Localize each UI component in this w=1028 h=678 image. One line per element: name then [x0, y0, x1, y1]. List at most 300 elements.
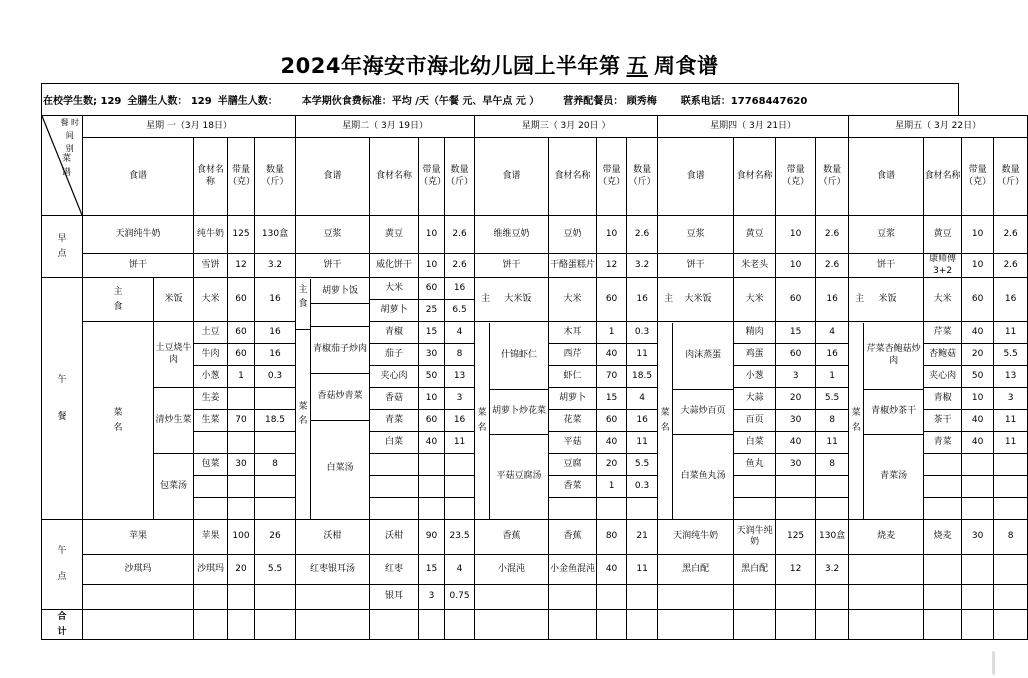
- ln-d5-ing-2: 夹心肉: [924, 366, 962, 388]
- ln-d4-amt-0: 4: [816, 322, 849, 344]
- bf-d4-ing: 黄豆: [734, 216, 776, 254]
- meal-snack-a: 午: [57, 546, 67, 557]
- ln-d2-qty-1: 25: [419, 300, 445, 322]
- sn-d2-amt3: 0.75: [445, 585, 475, 610]
- ln-d3-dish3: 平菇豆腐汤: [490, 434, 548, 519]
- col-ing: 食材名称: [370, 138, 419, 216]
- ln-d2-amt-e2: [445, 476, 475, 498]
- sn-d5-dish3: [849, 585, 924, 610]
- meal-breakfast: [42, 216, 83, 278]
- total-d3-dish: [475, 610, 549, 640]
- ln-d1-amt-0: 16: [255, 322, 296, 344]
- ln-d1-staple-dish: 米饭: [154, 278, 194, 322]
- ln-d3-ing-e1: [549, 498, 597, 520]
- ln-d2-dish-col: [296, 278, 370, 520]
- sn-d5-ing3: [924, 585, 962, 610]
- bf-d4-qty: 10: [776, 216, 816, 254]
- ln-d5-dish3: 青菜汤: [864, 434, 923, 519]
- col-qty: 带量（克）: [228, 138, 255, 216]
- ln-d1-qty-0: 60: [228, 322, 255, 344]
- corner-time-b: 间: [65, 130, 74, 140]
- ln-d2-qty-4: 50: [419, 366, 445, 388]
- dishes-a: 菜: [477, 408, 487, 419]
- bf-d2-ing: 黄豆: [370, 216, 419, 254]
- sn-d3-qty: 80: [597, 520, 627, 555]
- ln-d5-ing-3: 青椒: [924, 388, 962, 410]
- ln-d2-dish1: 青椒茄子炒肉: [311, 326, 369, 373]
- ln-d2-qty-3: 30: [419, 344, 445, 366]
- total-d3-qty: [597, 610, 627, 640]
- ln-d5-staple-text: 米饭: [878, 293, 897, 304]
- ln-d3-qty-3: 15: [597, 388, 627, 410]
- ln-d3-staple-text: 大米饭: [504, 293, 532, 304]
- col-dish: 食谱: [658, 138, 734, 216]
- ln-d1-amt-3: [255, 388, 296, 410]
- corner-cell: [42, 116, 83, 216]
- staple-a: 主: [481, 293, 491, 304]
- ln-d4-ing-0: 精肉: [734, 322, 776, 344]
- ln-d1-ing-0: 土豆: [194, 322, 228, 344]
- info-row: [41, 83, 959, 115]
- sn-d1-amt: 26: [255, 520, 296, 555]
- dishes-a: 菜: [298, 401, 308, 412]
- ln-d3-qty-1: 40: [597, 344, 627, 366]
- bf-d2-qty: 10: [419, 216, 445, 254]
- col-amt: 数量（斤）: [994, 138, 1028, 216]
- total-d1-ing: [194, 610, 228, 640]
- ln-d1-amt-4: 18.5: [255, 410, 296, 432]
- ln-d3-ing-3: 胡萝卜: [549, 388, 597, 410]
- corner-menu-b: 谱: [62, 168, 72, 179]
- info-phone: 联系电话：17768447620: [680, 96, 808, 107]
- col-ing: 食材名称: [734, 138, 776, 216]
- ln-d2-amt-6: 16: [445, 410, 475, 432]
- ln-d2-ing-0: 大米: [370, 278, 419, 300]
- ln-d2-qty-e2: [419, 476, 445, 498]
- total-d4-ing: [734, 610, 776, 640]
- ln-d1-ing-3: 生姜: [194, 388, 228, 410]
- ln-d5-staple-amt: 16: [994, 278, 1028, 322]
- bf-d5-dish2: 饼干: [849, 254, 924, 278]
- ln-d4-ing-e2: [734, 498, 776, 520]
- ln-d1-ing-6: 包菜: [194, 454, 228, 476]
- day-header-5: 星期五（ 3月 22日）: [849, 116, 1028, 138]
- dishes-b: 名: [298, 415, 308, 426]
- bf-d4-amt2: 2.6: [816, 254, 849, 278]
- total-d3-amt: [627, 610, 658, 640]
- total-d1-dish: [83, 610, 194, 640]
- ln-d4-amt-e2: [816, 498, 849, 520]
- dishes-a: 菜: [660, 408, 670, 419]
- ln-d3-dish-col: [475, 322, 549, 520]
- sn-d2-qty: 90: [419, 520, 445, 555]
- corner-time-c: 别: [65, 143, 74, 153]
- ln-d2-ing-6: 青菜: [370, 410, 419, 432]
- bf-d3-ing: 豆奶: [549, 216, 597, 254]
- sn-d5-ing2: [924, 555, 962, 585]
- ln-d4-ing-4: 百页: [734, 410, 776, 432]
- ln-d2-amt-4: 13: [445, 366, 475, 388]
- ln-d5-qty-2: 50: [962, 366, 994, 388]
- ln-d1-qty-3: [228, 388, 255, 410]
- ln-d2-dishes: [311, 279, 370, 519]
- sn-d4-ing3: [734, 585, 776, 610]
- ln-d3-qty-7: 1: [597, 476, 627, 498]
- ln-d2-amt-7: 11: [445, 432, 475, 454]
- sn-d3-amt2: 11: [627, 555, 658, 585]
- col-amt: 数量（斤）: [627, 138, 658, 216]
- ln-d4-amt-4: 8: [816, 410, 849, 432]
- bf-d2-dish: 豆浆: [296, 216, 370, 254]
- col-dish: 食谱: [849, 138, 924, 216]
- col-dish: 食谱: [475, 138, 549, 216]
- title-suffix: 周食谱: [653, 54, 719, 78]
- ln-d4-staple-qty: 60: [776, 278, 816, 322]
- ln-d2-ing-5: 香菇: [370, 388, 419, 410]
- staple-a: 主: [113, 287, 123, 298]
- meal-lunch: [42, 278, 83, 520]
- ln-d3-amt-3: 4: [627, 388, 658, 410]
- ln-d1-qty-1: 60: [228, 344, 255, 366]
- sn-d2-ing2: 红枣: [370, 555, 419, 585]
- sn-d4-dish: 天润纯牛奶: [658, 520, 734, 555]
- ln-d1-dish1: 土豆烧牛肉: [154, 322, 194, 388]
- bf-d2-dish2: 饼干: [296, 254, 370, 278]
- ln-d1-amt-e1: [255, 476, 296, 498]
- ln-d2-ing-2: 青椒: [370, 322, 419, 344]
- ln-d3-ing-7: 香菜: [549, 476, 597, 498]
- ln-d3-dish2: 胡萝卜炒花菜: [490, 389, 548, 434]
- sn-d2-qty2: 15: [419, 555, 445, 585]
- sn-d4-ing: 天润牛纯奶: [734, 520, 776, 555]
- sn-d1-qty3: [228, 585, 255, 610]
- sn-d1-amt3: [255, 585, 296, 610]
- ln-d4-ing-2: 小葱: [734, 366, 776, 388]
- day-header-2: 星期二（ 3月 19日）: [296, 116, 475, 138]
- ln-d2-amt-e3: [445, 498, 475, 520]
- staple-b: 食: [298, 298, 308, 309]
- ln-d2-amt-5: 3: [445, 388, 475, 410]
- day-header-1: 星期 一（3月 18日）: [83, 116, 296, 138]
- ln-d1-amt-2: 0.3: [255, 366, 296, 388]
- col-qty: 带量（克）: [962, 138, 994, 216]
- ln-d2-ing-1: 胡萝卜: [370, 300, 419, 322]
- meal-lunch-b: 餐: [57, 411, 67, 422]
- col-qty: 带量（克）: [597, 138, 627, 216]
- ln-d2-qty-2: 15: [419, 322, 445, 344]
- sn-d1-qty2: 20: [228, 555, 255, 585]
- col-amt: 数量（斤）: [255, 138, 296, 216]
- sn-d1-ing2: 沙琪玛: [194, 555, 228, 585]
- ln-d3-ing-1: 西芹: [549, 344, 597, 366]
- ln-d1-qty-5: [228, 432, 255, 454]
- col-qty: 带量（克）: [419, 138, 445, 216]
- ln-d5-dish-col: [849, 322, 924, 520]
- ln-d3-qty-2: 70: [597, 366, 627, 388]
- ln-d4-qty-3: 20: [776, 388, 816, 410]
- ln-d4-ing-6: 鱼丸: [734, 454, 776, 476]
- bf-d5-qty2: 10: [962, 254, 994, 278]
- ln-d5-qty-1: 20: [962, 344, 994, 366]
- info-full: 全膳生人数： 129: [127, 96, 212, 107]
- ln-d1-qty-4: 70: [228, 410, 255, 432]
- ln-d3-ing-5: 平菇: [549, 432, 597, 454]
- bf-d4-dish: 豆浆: [658, 216, 734, 254]
- ln-d4-dish3: 白菜鱼丸汤: [673, 434, 733, 519]
- total-d5-dish: [849, 610, 924, 640]
- ln-d3-dish1: 什锦虾仁: [501, 349, 538, 360]
- ln-d3-label: [475, 323, 490, 519]
- sn-d4-dish2: 黑白配: [658, 555, 734, 585]
- info-nutritionist: 营养配餐员： 顾秀梅: [563, 96, 657, 107]
- dishes-a: 菜: [851, 408, 861, 419]
- ln-d2-amt-0: 16: [445, 278, 475, 300]
- sn-d5-qty: 30: [962, 520, 994, 555]
- sn-d3-amt: 21: [627, 520, 658, 555]
- meal-breakfast-b: 点: [57, 248, 67, 259]
- day-header-3: 星期三（ 3月 20日 ）: [475, 116, 658, 138]
- ln-d1-dish3: 包菜汤: [154, 454, 194, 520]
- ln-d5-qty-e1: [962, 454, 994, 476]
- ln-d4-ing-5: 白菜: [734, 432, 776, 454]
- col-amt: 数量（斤）: [445, 138, 475, 216]
- ln-d4-dishes: [673, 323, 734, 519]
- ln-d1-ing-4: 生菜: [194, 410, 228, 432]
- sn-d3-ing: 香蕉: [549, 520, 597, 555]
- ln-d1-amt-5: [255, 432, 296, 454]
- meal-total: [42, 610, 83, 640]
- sn-d5-amt: 8: [994, 520, 1028, 555]
- ln-d4-staple-amt: 16: [816, 278, 849, 322]
- ln-d3-ing-6: 豆腐: [549, 454, 597, 476]
- ln-d4-qty-4: 30: [776, 410, 816, 432]
- bf-d4-qty2: 10: [776, 254, 816, 278]
- ln-d5-amt-5: 11: [994, 432, 1028, 454]
- bf-d2-ing2: 威化饼干: [370, 254, 419, 278]
- sn-d4-qty3: [776, 585, 816, 610]
- corner-time-a: 餐 时: [60, 118, 79, 127]
- ln-d2-qty-7: 40: [419, 432, 445, 454]
- sn-d4-amt3: [816, 585, 849, 610]
- dishes-a: 菜: [113, 408, 123, 419]
- col-dish: 食谱: [83, 138, 194, 216]
- scrollbar[interactable]: [992, 651, 995, 675]
- ln-d3-qty-6: 20: [597, 454, 627, 476]
- ln-d5-staple-ing: 大米: [924, 278, 962, 322]
- ln-d1-staple-label: [83, 278, 154, 322]
- ln-d4-staple-dish: [658, 278, 734, 322]
- info-students: 在校学生数; 129: [43, 96, 122, 107]
- ln-d3-staple-dish: [475, 278, 549, 322]
- ln-d5-amt-e1: [994, 454, 1028, 476]
- ln-d1-qty-6: 30: [228, 454, 255, 476]
- day-header-4: 星期四（ 3月 21日）: [658, 116, 849, 138]
- ln-d2-qty-e1: [419, 454, 445, 476]
- ln-d4-amt-6: 8: [816, 454, 849, 476]
- total-d3-ing: [549, 610, 597, 640]
- sn-d2-dish2: 红枣银耳汤: [296, 555, 370, 585]
- meal-snack-b: 点: [57, 572, 67, 583]
- ln-d3-staple-ing: 大米: [549, 278, 597, 322]
- ln-d1-amt-e2: [255, 498, 296, 520]
- ln-d4-qty-6: 30: [776, 454, 816, 476]
- ln-d4-amt-3: 5.5: [816, 388, 849, 410]
- ln-d4-qty-2: 3: [776, 366, 816, 388]
- ln-d1-staple-ing: 大米: [194, 278, 228, 322]
- ln-d5-qty-0: 40: [962, 322, 994, 344]
- ln-d3-qty-0: 1: [597, 322, 627, 344]
- total-d1-qty: [228, 610, 255, 640]
- staple-a: 主: [855, 293, 865, 304]
- sn-d4-dish3: [658, 585, 734, 610]
- info-half: 半膳生人数：: [217, 96, 278, 107]
- bf-d3-amt: 2.6: [627, 216, 658, 254]
- corner-menu-a: 菜: [62, 154, 72, 164]
- ln-d2-qty-6: 60: [419, 410, 445, 432]
- ln-d2-dish2: 香菇炒青菜: [311, 373, 369, 420]
- ln-d5-staple-qty: 60: [962, 278, 994, 322]
- bf-d1-qty: 125: [228, 216, 255, 254]
- total-d2-dish: [296, 610, 370, 640]
- col-ing: 食材名称: [194, 138, 228, 216]
- bf-d3-amt2: 3.2: [627, 254, 658, 278]
- sn-d5-amt3: [994, 585, 1028, 610]
- ln-d4-dish-col: [658, 322, 734, 520]
- bf-d1-amt: 130盒: [255, 216, 296, 254]
- ln-d2-staple-dish: 胡萝卜饭: [311, 279, 369, 304]
- sn-d3-qty3: [597, 585, 627, 610]
- bf-d1-amt2: 3.2: [255, 254, 296, 278]
- total-d2-amt: [445, 610, 475, 640]
- ln-d4-amt-5: 11: [816, 432, 849, 454]
- meal-breakfast-a: 早: [57, 234, 67, 245]
- page-title: [0, 50, 999, 80]
- ln-d5-amt-2: 13: [994, 366, 1028, 388]
- ln-d5-label: [849, 323, 864, 519]
- sn-d3-dish: 香蕉: [475, 520, 549, 555]
- ln-d5-amt-0: 11: [994, 322, 1028, 344]
- ln-d5-dish1: 芹菜杏鲍菇炒肉: [866, 344, 921, 366]
- ln-d2-amt-2: 4: [445, 322, 475, 344]
- ln-d3-staple-qty: 60: [597, 278, 627, 322]
- ln-d1-ing-1: 牛肉: [194, 344, 228, 366]
- ln-d2-ing-4: 夹心肉: [370, 366, 419, 388]
- ln-d1-qty-2: 1: [228, 366, 255, 388]
- sn-d2-ing: 沃柑: [370, 520, 419, 555]
- total-d4-qty: [776, 610, 816, 640]
- sn-d4-ing2: 黑白配: [734, 555, 776, 585]
- sn-d2-amt2: 4: [445, 555, 475, 585]
- ln-d3-amt-6: 5.5: [627, 454, 658, 476]
- sn-d3-dish2: 小混沌: [475, 555, 549, 585]
- info-standard: 本学期伙食费标准：平均 /天（午餐 元、早午点 元 ）: [301, 96, 540, 107]
- total-d5-ing: [924, 610, 962, 640]
- ln-d4-ing-3: 大蒜: [734, 388, 776, 410]
- bf-d3-ing2: 干酪蛋糕片: [549, 254, 597, 278]
- ln-d1-dishes-label: [83, 322, 154, 520]
- total-d4-amt: [816, 610, 849, 640]
- ln-d5-amt-4: 11: [994, 410, 1028, 432]
- ln-d4-amt-e1: [816, 476, 849, 498]
- ln-d2-ing-e2: [370, 476, 419, 498]
- bf-d3-qty: 10: [597, 216, 627, 254]
- ln-d5-ing-e1: [924, 454, 962, 476]
- total-d2-qty: [419, 610, 445, 640]
- ln-d1-qty-e1: [228, 476, 255, 498]
- ln-d5-ing-4: 茶干: [924, 410, 962, 432]
- staple-a: 主: [298, 284, 308, 295]
- sn-d2-qty3: 3: [419, 585, 445, 610]
- ln-d5-amt-e3: [994, 498, 1028, 520]
- sn-d5-amt2: [994, 555, 1028, 585]
- sn-d4-qty2: 12: [776, 555, 816, 585]
- sn-d3-ing3: [549, 585, 597, 610]
- sn-d4-amt: 130盒: [816, 520, 849, 555]
- ln-d5-qty-3: 10: [962, 388, 994, 410]
- col-dish: 食谱: [296, 138, 370, 216]
- ln-d5-amt-3: 3: [994, 388, 1028, 410]
- col-ing: 食材名称: [549, 138, 597, 216]
- ln-d1-ing-5: [194, 432, 228, 454]
- bf-d5-dish: 豆浆: [849, 216, 924, 254]
- sn-d4-qty: 125: [776, 520, 816, 555]
- ln-d4-amt-2: 1: [816, 366, 849, 388]
- ln-d4-qty-e2: [776, 498, 816, 520]
- ln-d3-amt-e1: [627, 498, 658, 520]
- ln-d4-ing-e1: [734, 476, 776, 498]
- bf-d4-ing2: 米老头: [734, 254, 776, 278]
- sn-d3-dish3: [475, 585, 549, 610]
- ln-d2-dish3: 白菜汤: [311, 420, 369, 517]
- ln-d3-amt-5: 11: [627, 432, 658, 454]
- ln-d1-amt-1: 16: [255, 344, 296, 366]
- ln-d3-qty-4: 60: [597, 410, 627, 432]
- ln-d5-ing-0: 芹菜: [924, 322, 962, 344]
- bf-d5-amt: 2.6: [994, 216, 1028, 254]
- ln-d3-amt-2: 18.5: [627, 366, 658, 388]
- bf-d4-amt: 2.6: [816, 216, 849, 254]
- sn-d1-amt2: 5.5: [255, 555, 296, 585]
- col-ing: 食材名称: [924, 138, 962, 216]
- ln-d1-ing-e2: [194, 498, 228, 520]
- ln-d3-ing-2: 虾仁: [549, 366, 597, 388]
- ln-d5-qty-5: 40: [962, 432, 994, 454]
- ln-d3-amt-1: 11: [627, 344, 658, 366]
- ln-d2-amt-1: 6.5: [445, 300, 475, 322]
- sn-d2-ing3: 银耳: [370, 585, 419, 610]
- sn-d1-ing: 苹果: [194, 520, 228, 555]
- meal-snack: [42, 520, 83, 610]
- dishes-b: 名: [477, 422, 487, 433]
- ln-d2-ing-e1: [370, 454, 419, 476]
- ln-d2-ing-e3: [370, 498, 419, 520]
- ln-d1-qty-e2: [228, 498, 255, 520]
- ln-d2-label-col: [296, 279, 311, 519]
- ln-d4-qty-0: 15: [776, 322, 816, 344]
- dishes-b: 名: [113, 422, 123, 433]
- ln-d3-qty-5: 40: [597, 432, 627, 454]
- ln-d1-ing-2: 小葱: [194, 366, 228, 388]
- ln-d3-qty-e1: [597, 498, 627, 520]
- col-qty: 带量（克）: [776, 138, 816, 216]
- meal-lunch-a: 午: [57, 374, 67, 385]
- bf-d1-qty2: 12: [228, 254, 255, 278]
- ln-d4-label: [658, 323, 673, 519]
- ln-d4-amt-1: 16: [816, 344, 849, 366]
- ln-d4-ing-1: 鸡蛋: [734, 344, 776, 366]
- ln-d4-qty-5: 40: [776, 432, 816, 454]
- bf-d4-dish2: 饼干: [658, 254, 734, 278]
